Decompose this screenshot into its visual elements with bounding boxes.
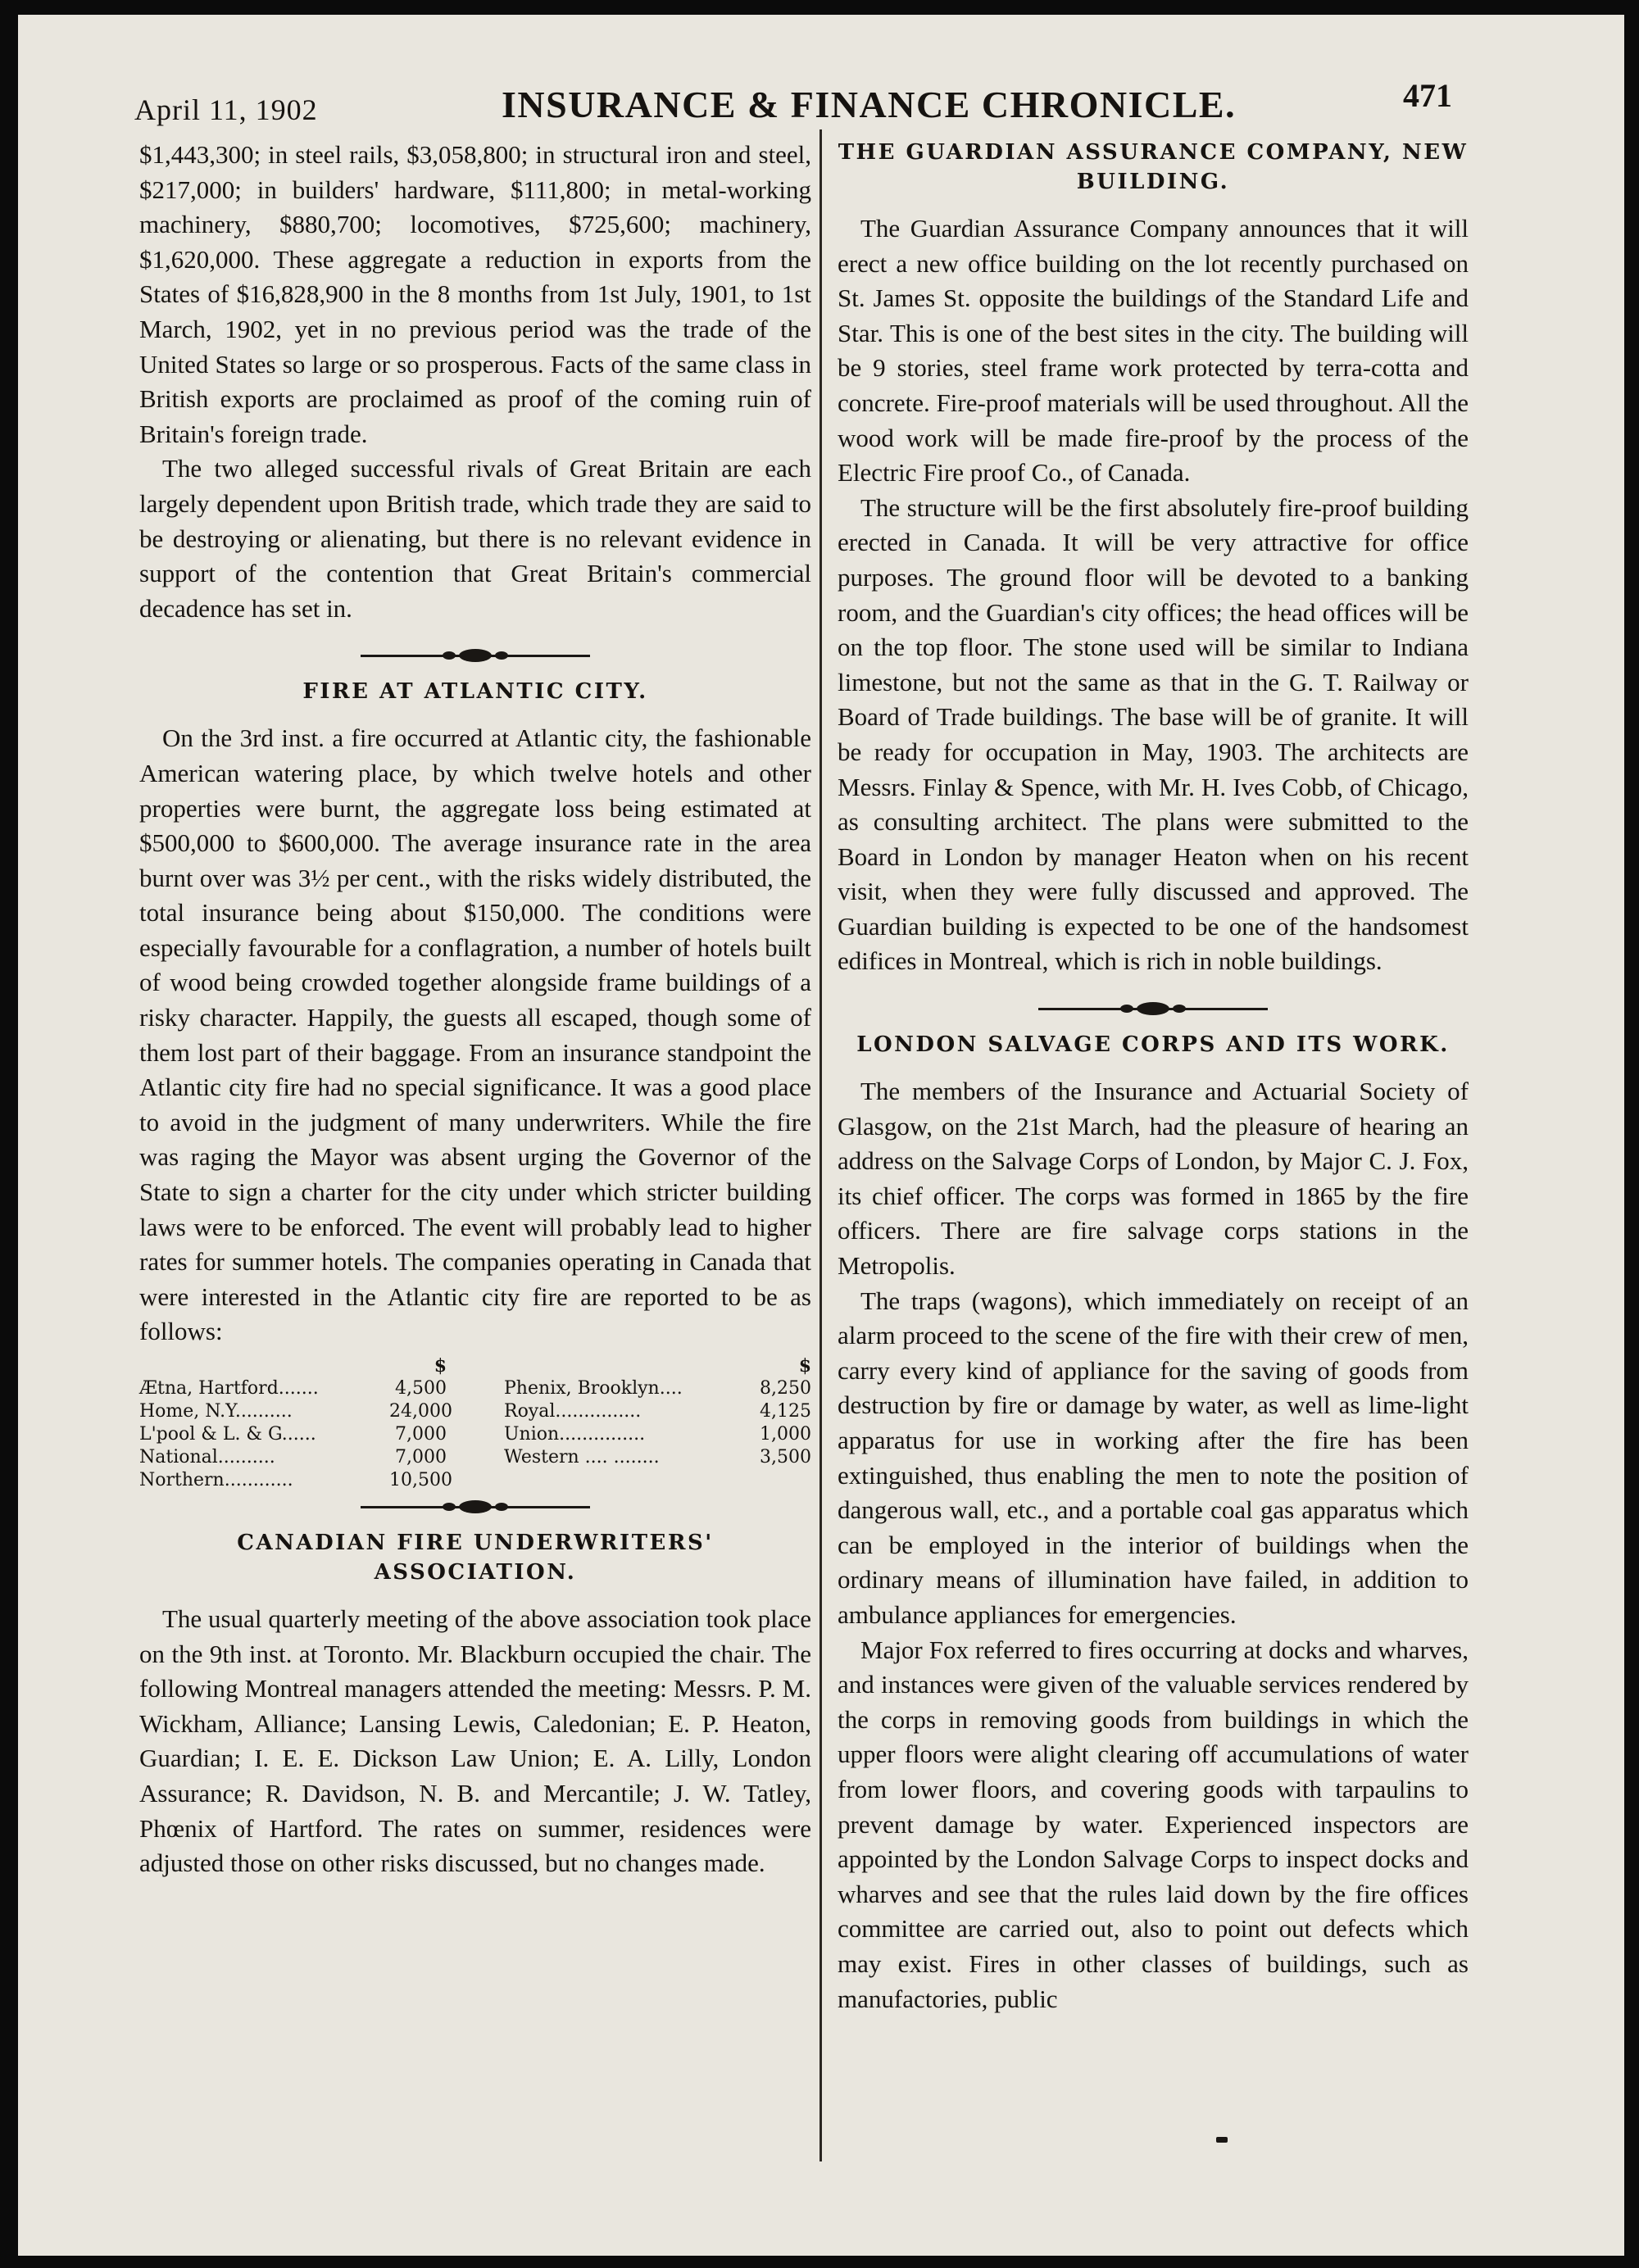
- company-name: Royal...............: [504, 1401, 642, 1422]
- company-amount: 4,500: [395, 1378, 447, 1399]
- guardian-paragraph-1: The Guardian Assurance Company announces that it will erect a new office building on the lot recently purchased on St. James St. opposite the buildings of the Standard Life and Star. This is one of the best sites in the city. The building will be 9 stories, steel frame work protected by terra-cotta and concrete. Fire-proof materials will be used throughout. All the wood work will be made fire-proof by the process of the Electric Fire proof Co., of Canada.: [838, 214, 1469, 488]
- company-amount: 24,000: [389, 1401, 452, 1422]
- left-column: [139, 138, 811, 1881]
- currency-symbol: $: [798, 1355, 811, 1377]
- company-amount: 8,250: [760, 1378, 811, 1399]
- company-name: Ætna, Hartford.......: [139, 1378, 319, 1399]
- cfua-heading-line-2: ASSOCIATION.: [374, 1560, 577, 1585]
- right-column: [838, 138, 1469, 2016]
- company-name: Phenix, Brooklyn....: [504, 1378, 683, 1399]
- fire-atlantic-city-heading: FIRE AT ATLANTIC CITY.: [302, 679, 648, 705]
- page-number: 471: [1403, 77, 1452, 114]
- company-name: Western .... ........: [504, 1447, 660, 1467]
- salvage-paragraph-1: The members of the Insurance and Actuarial Society of Glasgow, on the 21st March, had the pleasure of hearing an address on the Salvage Corps of London, by Major C. J. Fox, its chief officer. The corps was formed in 1865 by the fire officers. There are fire salvage corps stations in the Metropolis.: [838, 1077, 1469, 1281]
- section-ornament: [361, 1500, 590, 1513]
- companies-table: [139, 1354, 811, 1492]
- company-row: [504, 1446, 811, 1469]
- company-amount: 10,500: [389, 1470, 452, 1490]
- page-header: [18, 60, 1624, 125]
- intro-paragraph: $1,443,300; in steel rails, $3,058,800; in structural iron and steel, $217,000; in builders' hardware, $111,800; in metal-working machinery, $880,700; locomotives, $725,600; machinery, $1,620,000. These aggregate a reduction in exports from the States of $16,828,900 in the 8 months from 1st July, 1901, to 1st March, 1902, yet in no previous period was the trade of the United States so large or so prosperous. Facts of the same class in British exports are proclaimed as proof of the coming ruin of Britain's foreign trade.: [139, 140, 811, 448]
- company-name: National..........: [139, 1447, 275, 1467]
- company-row: [504, 1423, 811, 1446]
- header-date: April 11, 1902: [134, 93, 318, 126]
- guardian-heading-line-2: BUILDING.: [1076, 170, 1230, 194]
- salvage-paragraph-3: Major Fox referred to fires occurring at docks and wharves, and instances were given of the valuable services rendered by the corps in removing goods from buildings in which the upper floors were alight clearing off accumulations of water from lower floors, and covering goods with tarpaulins to prevent damage by water. Experienced inspectors are appointed by the London Salvage Corps to inspect docks and wharves and see that the rules laid down by the fire offices committee are carried out, also to point out defects which may exist. Fires in other classes of buildings, such as manufactories, public: [838, 1635, 1469, 2013]
- company-row: [139, 1400, 452, 1423]
- guardian-heading-line-1: THE GUARDIAN ASSURANCE COMPANY, NEW: [838, 140, 1469, 165]
- company-name: L'pool & L. & G......: [139, 1424, 316, 1445]
- currency-symbol: $: [434, 1355, 447, 1377]
- salvage-paragraph-2: The traps (wagons), which immediately on receipt of an alarm proceed to the scene of the fire with their crew of men, carry every kind of appliance for the saving of goods from destruction by fire or damage by water, as well as lime-light apparatus for use in working after the fire has been extinguished, thus enabling the men to note the position of dangerous wall, etc., and a portable coal gas apparatus which can be employed in the interior of buildings when the ordinary means of illumination have failed, in addition to ambulance appliances for emergencies.: [838, 1286, 1469, 1629]
- companies-table-left: [139, 1354, 452, 1492]
- printer-mark: [1216, 2137, 1228, 2143]
- company-row: [139, 1377, 447, 1400]
- company-name: Northern............: [139, 1470, 293, 1490]
- cfua-heading-line-1: CANADIAN FIRE UNDERWRITERS': [237, 1531, 714, 1555]
- company-row: [504, 1377, 811, 1400]
- guardian-paragraph-2: The structure will be the first absolutely fire-proof building erected in Canada. It will be very attractive for office purposes. The ground floor will be devoted to a banking room, and the Guardian's city offices; the head offices will be on the top floor. The stone used will be similar to Indiana limestone, but not the same as that in the G. T. Railway or Board of Trade buildings. The base will be of granite. It will be ready for occupation in May, 1903. The architects are Messrs. Finlay & Spence, with Mr. H. Ives Cobb, of Chicago, as consulting architect. The plans were submitted to the Board in London by manager Heaton when on his recent visit, when they were fully discussed and approved. The Guardian building is expected to be one of the handsomest edifices in Montreal, which is rich in noble buildings.: [838, 492, 1469, 976]
- company-row: [139, 1423, 447, 1446]
- company-amount: 3,500: [760, 1447, 811, 1467]
- section-ornament: [361, 649, 590, 662]
- fire-atlantic-city-paragraph: On the 3rd inst. a fire occurred at Atlantic city, the fashionable American watering place, by which twelve hotels and other properties were burnt, the aggregate loss being estimated at $500,000 to $600,000. The average insurance rate in the area burnt over was 3½ per cent., with the risks widely distributed, the total insurance being about $150,000. The conditions were especially favourable for a conflagration, a number of hotels built of wood being crowded together alongside frame buildings of a risky character. Happily, the guests all escaped, though some of them lost part of their baggage. From an insurance standpoint the Atlantic city fire had no special significance. It was a good place to avoid in the judgment of many underwriters. While the fire was raging the Mayor was absent urging the Governor of the State to sign a charter for the city under which stricter building laws were to be enforced. The event will probably lead to higher rates for summer hotels. The companies operating in Canada that were interested in the Atlantic city fire are reported to be as follows:: [139, 723, 811, 1346]
- salvage-corps-heading: LONDON SALVAGE CORPS AND ITS WORK.: [856, 1032, 1450, 1058]
- cfua-paragraph: The usual quarterly meeting of the above association took place on the 9th inst. at Toronto. Mr. Blackburn occupied the chair. The following Montreal managers attended the meeting: Messrs. P. M. Wickham, Alliance; Lansing Lewis, Caledonian; E. P. Heaton, Guardian; I. E. E. Dickson Law Union; E. A. Lilly, London Assurance; R. Davidson, N. B. and Mercantile; J. W. Tatley, Phœnix of Hartford. The rates on summer, residences were adjusted those on other risks discussed, but no changes made.: [139, 1604, 811, 1878]
- publication-title: INSURANCE & FINANCE CHRONICLE.: [502, 84, 1237, 125]
- company-amount: 1,000: [760, 1424, 811, 1445]
- company-amount: 7,000: [395, 1447, 447, 1467]
- company-amount: 7,000: [395, 1424, 447, 1445]
- company-name: Union...............: [504, 1424, 646, 1445]
- companies-table-right: [504, 1354, 811, 1492]
- column-divider: [820, 129, 822, 2161]
- company-row: [139, 1446, 447, 1469]
- newspaper-page: [18, 15, 1624, 2256]
- company-name: Home, N.Y..........: [139, 1401, 293, 1422]
- company-row: [139, 1469, 452, 1492]
- company-row: [504, 1400, 811, 1423]
- company-amount: 4,125: [760, 1401, 811, 1422]
- section-ornament: [1038, 1002, 1268, 1015]
- rivals-paragraph: The two alleged successful rivals of Great Britain are each largely dependent upon British trade, which trade they are said to be destroying or alienating, but there is no relevant evidence in support of the contention that Great Britain's commercial decadence has set in.: [139, 454, 811, 623]
